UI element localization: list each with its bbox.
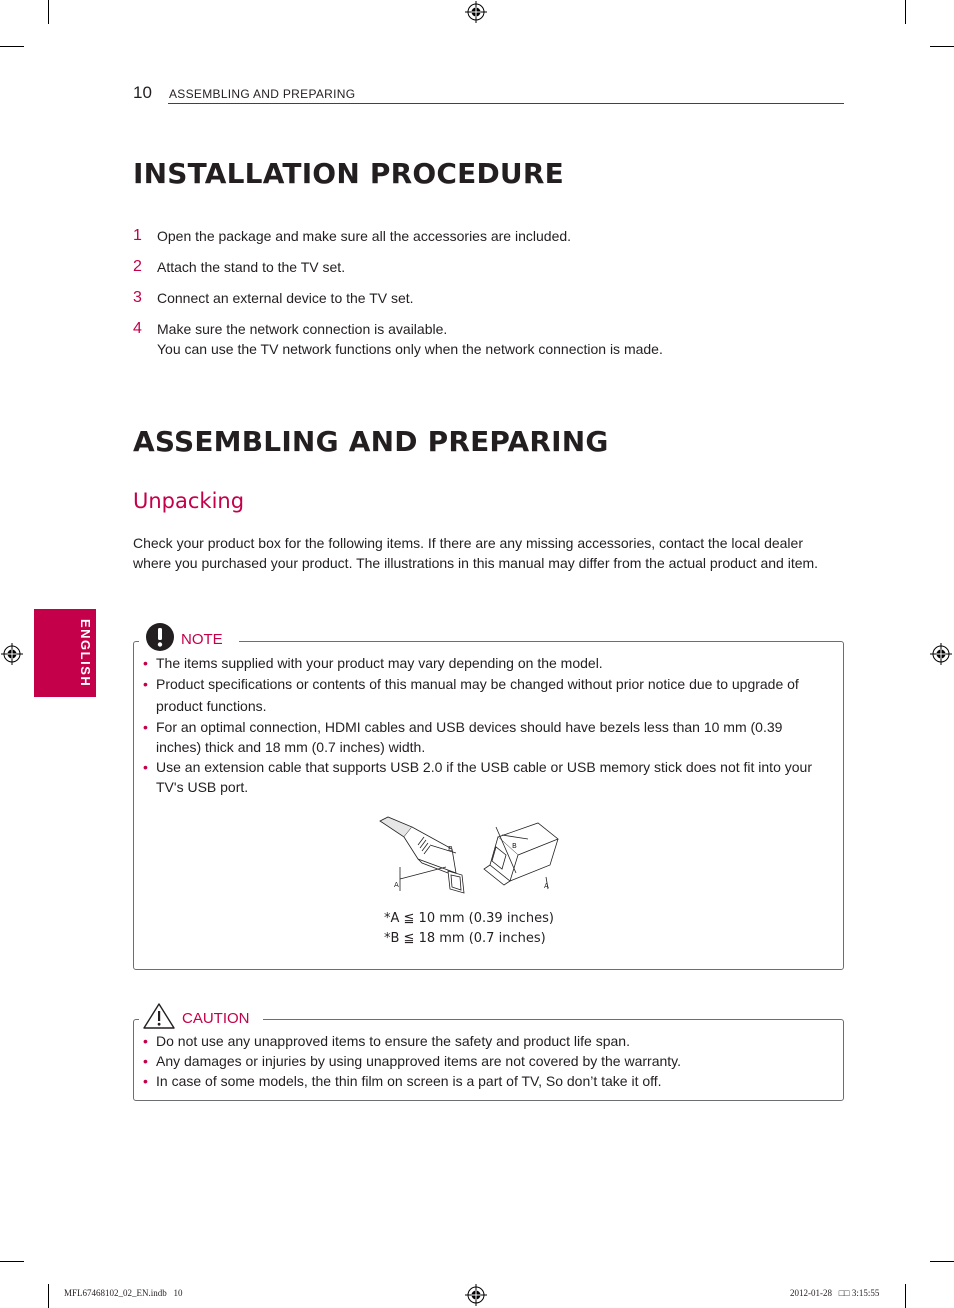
intro-paragraph: Check your product box for the following items. If there are any missing accessories, contact the local dealer where you purchased your product. The illustrations in this manual may differ from the actual product and item. [133,535,819,571]
caution-label: CAUTION [182,1010,250,1027]
registration-mark-icon [465,1,487,23]
step-text: Open the package and make sure all the accessories are included. [157,228,572,244]
crop-mark [0,46,24,47]
caution-item-text: In case of some models, the thin film on screen is a part of TV, So don’t take it off. [156,1073,662,1089]
dimension-a-label: A [544,882,549,890]
step-number: 4 [133,320,142,337]
language-side-tab [34,609,96,697]
bullet-icon: • [143,1033,148,1049]
section-title-assembling: ASSEMBLING AND PREPARING [133,425,609,458]
dimension-a-label: A [394,881,399,889]
dimension-b-label: B [448,845,453,853]
crop-mark [930,1261,954,1262]
dimension-b-spec: *B ≦ 18 mm (0.7 inches) [384,931,546,946]
step-number: 2 [133,258,142,275]
dimension-b-label: B [512,842,517,850]
registration-mark-icon [1,643,23,665]
page-number: 10 [133,83,152,102]
crop-mark [48,1284,49,1308]
note-item-text: The items supplied with your product may vary depending on the model. [156,655,603,671]
note-item-text: Product specifications or contents of this manual may be changed without prior notice due to upgrade of product functions. [156,676,799,714]
caution-item-text: Any damages or injuries by using unapproved items are not covered by the warranty. [156,1053,682,1069]
section-title-installation: INSTALLATION PROCEDURE [133,157,564,190]
caution-item-text: Do not use any unapproved items to ensure the safety and product life span. [156,1033,630,1049]
bullet-icon: • [143,1053,148,1069]
bullet-icon: • [143,655,148,671]
exclamation-circle-icon [145,622,175,652]
subsection-title-unpacking: Unpacking [133,489,245,513]
crop-mark [905,1284,906,1308]
bullet-icon: • [143,676,148,692]
crop-mark [48,0,49,24]
note-label: NOTE [181,631,223,648]
step-text: Connect an external device to the TV set. [157,290,414,306]
language-side-tab-label: ENGLISH [78,619,93,688]
note-item-text: For an optimal connection, HDMI cables and USB devices should have bezels less than 10 mm (0.39 inches) thick and 18 mm (0.7 inches) width. [156,719,783,755]
connector-size-illustration [378,815,563,897]
registration-mark-icon [465,1284,487,1306]
crop-mark [930,46,954,47]
print-file-info: MFL67468102_02_EN.indb 10 [64,1288,183,1298]
warning-triangle-icon [142,1002,176,1030]
bullet-icon: • [143,719,148,735]
crop-mark [0,1261,24,1262]
step-text-continued: You can use the TV network functions only when the network connection is made. [157,341,663,357]
step-text: Make sure the network connection is available. [157,321,448,337]
step-number: 1 [133,227,142,244]
dimension-a-spec: *A ≦ 10 mm (0.39 inches) [384,911,554,926]
note-label-group [139,621,239,655]
step-number: 3 [133,289,142,306]
note-item-text: Use an extension cable that supports USB 2.0 if the USB cable or USB memory stick does not fit into your TV's USB port. [156,759,812,795]
caution-label-group [139,1002,263,1032]
bullet-icon: • [143,1073,148,1089]
running-header: ASSEMBLING AND PREPARING [169,87,356,101]
bullet-icon: • [143,759,148,775]
crop-mark [905,0,906,24]
print-timestamp: 2012-01-28 □□ 3:15:55 [790,1288,880,1298]
step-text: Attach the stand to the TV set. [157,259,346,275]
registration-mark-icon [930,643,952,665]
header-rule [168,103,844,104]
